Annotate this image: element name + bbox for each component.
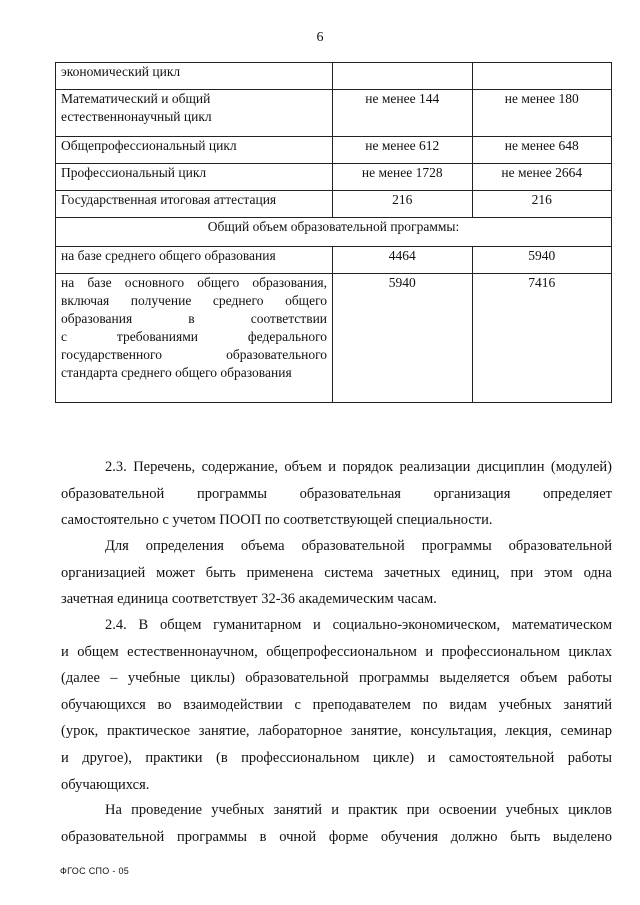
- paragraph: На проведение учебных занятий и практик при освоении учебных циклов образовательной программы в очной форме обучения должно быть выделено: [61, 802, 612, 845]
- total-hours-a: 4464: [333, 247, 472, 274]
- cycle-name: Математический и общий естественнонаучный цикл: [56, 90, 333, 137]
- education-base: на базе среднего общего образования: [56, 247, 333, 274]
- page-number: 6: [316, 30, 324, 45]
- footer-code: ФГОС СПО - 05: [60, 866, 130, 876]
- table-row: [56, 218, 612, 247]
- table-row: [56, 63, 612, 90]
- table-row: [56, 90, 612, 137]
- curriculum-table: [55, 62, 612, 403]
- paragraph: 2.3. Перечень, содержание, объем и порядок реализации дисциплин (модулей) образовательной программы образовательная организация определяет самостоятельно с учетом ПООП по соответствующей специальности.: [61, 459, 612, 529]
- table-row: [56, 164, 612, 191]
- min-hours-a: [333, 63, 472, 90]
- total-hours-b: 7416: [472, 274, 612, 403]
- cycle-name: Профессиональный цикл: [56, 164, 333, 191]
- paragraph: 2.4. В общем гуманитарном и социально-экономическом, математическом и общем естественнонаучном, общепрофессиональном и профессиональном циклах (далее – учебные циклы) образовательной программы выделяется объем работы обучающихся во взаимодействии с преподавателем по видам учебных занятий (урок, практическое занятие, лабораторное занятие, консультация, лекция, семинар и другое), практики (в профессиональном цикле) и самостоятельной работы обучающихся.: [61, 617, 612, 793]
- table-row: [56, 137, 612, 164]
- min-hours-b: не менее 648: [472, 137, 612, 164]
- min-hours-a: не менее 1728: [333, 164, 472, 191]
- min-hours-a: 216: [333, 191, 472, 218]
- total-volume-header: Общий объем образовательной программы:: [56, 218, 612, 247]
- table-row: [56, 191, 612, 218]
- cycle-name: Общепрофессиональный цикл: [56, 137, 333, 164]
- education-base: на базе основного общего образования, включая получение среднего общего образования в соответствии с требованиями федерального государственного образовательного стандарта среднего общего образования: [56, 274, 333, 403]
- cycle-name: экономический цикл: [56, 63, 333, 90]
- min-hours-a: не менее 144: [333, 90, 472, 137]
- table-row: [56, 247, 612, 274]
- cycle-name: Государственная итоговая аттестация: [56, 191, 333, 218]
- min-hours-b: не менее 2664: [472, 164, 612, 191]
- total-hours-a: 5940: [333, 274, 472, 403]
- min-hours-b: 216: [472, 191, 612, 218]
- total-hours-b: 5940: [472, 247, 612, 274]
- min-hours-b: [472, 63, 612, 90]
- min-hours-a: не менее 612: [333, 137, 472, 164]
- min-hours-b: не менее 180: [472, 90, 612, 137]
- table-row: [56, 274, 612, 403]
- paragraph: Для определения объема образовательной программы образовательной организацией может быть применена система зачетных единиц, при этом одна зачетная единица соответствует 32-36 академическим часам.: [61, 538, 612, 608]
